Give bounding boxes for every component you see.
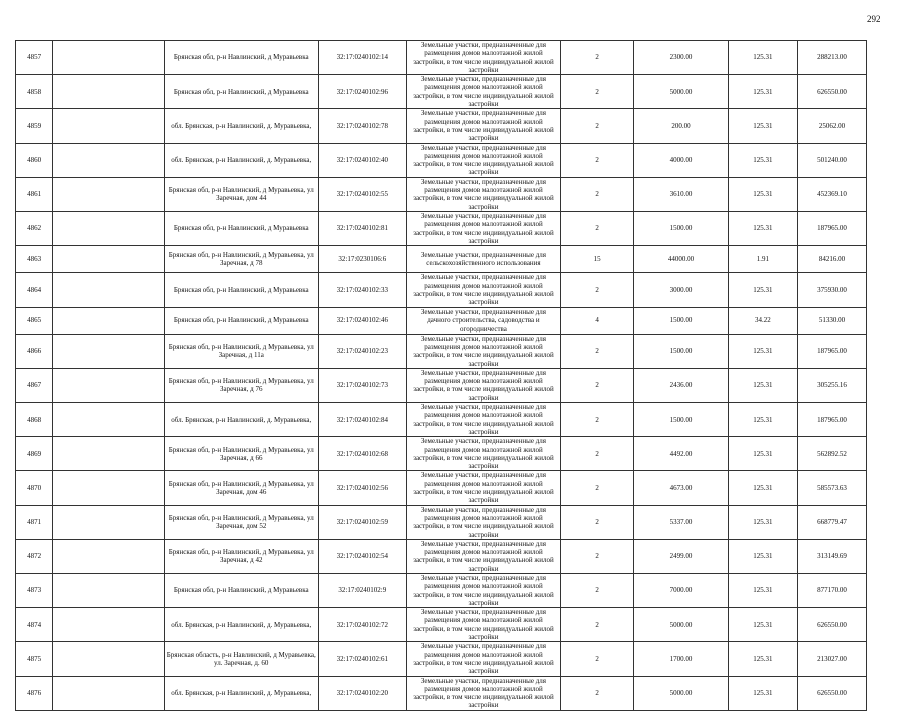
row-number: 4873 [16, 574, 53, 608]
address-cell: Брянская обл, р-н Навлинский, д Муравьевка, ул Заречная, д 11а [164, 334, 318, 368]
permitted-use-cell: Земельные участки, предназначенные для размещения домов малоэтажной жилой застройки, в том числе индивидуальной жилой застройки [406, 574, 560, 608]
row-number: 4858 [16, 75, 53, 109]
use-group-cell: 2 [560, 437, 633, 471]
use-group-cell: 2 [560, 403, 633, 437]
use-group-cell: 2 [560, 143, 633, 177]
area-cell: 1500.00 [634, 211, 729, 245]
permitted-use-cell: Земельные участки, предназначенные для размещения домов малоэтажной жилой застройки, в том числе индивидуальной жилой застройки [406, 41, 560, 75]
blank-cell [53, 642, 165, 676]
specific-value-cell: 125.31 [728, 403, 797, 437]
blank-cell [53, 574, 165, 608]
area-cell: 5000.00 [634, 676, 729, 710]
row-number: 4872 [16, 539, 53, 573]
use-group-cell: 2 [560, 642, 633, 676]
row-number: 4874 [16, 608, 53, 642]
specific-value-cell: 125.31 [728, 574, 797, 608]
use-group-cell: 2 [560, 41, 633, 75]
address-cell: Брянская обл, р-н Навлинский, д Муравьевка, ул Заречная, д 42 [164, 539, 318, 573]
blank-cell [53, 211, 165, 245]
blank-cell [53, 246, 165, 273]
address-cell: Брянская обл, р-н Навлинский, д Муравьевка [164, 307, 318, 334]
cadastral-value-cell: 585573.63 [797, 471, 866, 505]
table-row [16, 307, 867, 334]
row-number: 4875 [16, 642, 53, 676]
cadastral-number-cell: 32:17:0240102:96 [318, 75, 406, 109]
use-group-cell: 2 [560, 334, 633, 368]
address-cell: обл. Брянская, р-н Навлинский, д. Муравьевка, [164, 403, 318, 437]
cadastral-number-cell: 32:17:0240102:68 [318, 437, 406, 471]
use-group-cell: 2 [560, 75, 633, 109]
specific-value-cell: 34.22 [728, 307, 797, 334]
area-cell: 4673.00 [634, 471, 729, 505]
blank-cell [53, 109, 165, 143]
address-cell: Брянская обл, р-н Навлинский, д Муравьевка, ул Заречная, д 78 [164, 246, 318, 273]
table-row [16, 471, 867, 505]
permitted-use-cell: Земельные участки, предназначенные для размещения домов малоэтажной жилой застройки, в том числе индивидуальной жилой застройки [406, 539, 560, 573]
cadastral-number-cell: 32:17:0240102:59 [318, 505, 406, 539]
use-group-cell: 2 [560, 368, 633, 402]
table-row [16, 109, 867, 143]
area-cell: 3610.00 [634, 177, 729, 211]
use-group-cell: 2 [560, 608, 633, 642]
cadastral-number-cell: 32:17:0240102:56 [318, 471, 406, 505]
cadastral-number-cell: 32:17:0240102:61 [318, 642, 406, 676]
address-cell: Брянская обл, р-н Навлинский, д Муравьевка, ул Заречная, дом 52 [164, 505, 318, 539]
table-row [16, 273, 867, 307]
area-cell: 2499.00 [634, 539, 729, 573]
use-group-cell: 2 [560, 539, 633, 573]
cadastral-number-cell: 32:17:0240102:46 [318, 307, 406, 334]
blank-cell [53, 307, 165, 334]
cadastral-value-table [15, 40, 867, 711]
area-cell: 5000.00 [634, 75, 729, 109]
cadastral-value-cell: 877170.00 [797, 574, 866, 608]
row-number: 4863 [16, 246, 53, 273]
blank-cell [53, 368, 165, 402]
cadastral-number-cell: 32:17:0240102:73 [318, 368, 406, 402]
area-cell: 4492.00 [634, 437, 729, 471]
address-cell: обл. Брянская, р-н Навлинский, д. Муравьевка, [164, 109, 318, 143]
blank-cell [53, 608, 165, 642]
area-cell: 5337.00 [634, 505, 729, 539]
cadastral-value-cell: 25062.00 [797, 109, 866, 143]
cadastral-number-cell: 32:17:0240102:20 [318, 676, 406, 710]
area-cell: 44000.00 [634, 246, 729, 273]
row-number: 4857 [16, 41, 53, 75]
blank-cell [53, 676, 165, 710]
cadastral-number-cell: 32:17:0240102:78 [318, 109, 406, 143]
cadastral-number-cell: 32:17:0240102:9 [318, 574, 406, 608]
specific-value-cell: 125.31 [728, 273, 797, 307]
permitted-use-cell: Земельные участки, предназначенные для размещения домов малоэтажной жилой застройки, в том числе индивидуальной жилой застройки [406, 177, 560, 211]
blank-cell [53, 334, 165, 368]
address-cell: Брянская обл, р-н Навлинский, д Муравьевка, ул Заречная, д 66 [164, 437, 318, 471]
row-number: 4859 [16, 109, 53, 143]
cadastral-number-cell: 32:17:0230106:6 [318, 246, 406, 273]
row-number: 4865 [16, 307, 53, 334]
permitted-use-cell: Земельные участки, предназначенные для размещения домов малоэтажной жилой застройки, в том числе индивидуальной жилой застройки [406, 505, 560, 539]
specific-value-cell: 125.31 [728, 608, 797, 642]
permitted-use-cell: Земельные участки, предназначенные для размещения домов малоэтажной жилой застройки, в том числе индивидуальной жилой застройки [406, 471, 560, 505]
specific-value-cell: 125.31 [728, 437, 797, 471]
permitted-use-cell: Земельные участки, предназначенные для размещения домов малоэтажной жилой застройки, в том числе индивидуальной жилой застройки [406, 109, 560, 143]
specific-value-cell: 1.91 [728, 246, 797, 273]
cadastral-value-cell: 288213.00 [797, 41, 866, 75]
use-group-cell: 2 [560, 211, 633, 245]
table-row [16, 246, 867, 273]
permitted-use-cell: Земельные участки, предназначенные для размещения домов малоэтажной жилой застройки, в том числе индивидуальной жилой застройки [406, 437, 560, 471]
address-cell: Брянская обл, р-н Навлинский, д Муравьевка, ул Заречная, дом 46 [164, 471, 318, 505]
address-cell: Брянская обл, р-н Навлинский, д Муравьевка [164, 75, 318, 109]
area-cell: 2300.00 [634, 41, 729, 75]
row-number: 4869 [16, 437, 53, 471]
area-cell: 7000.00 [634, 574, 729, 608]
table-row [16, 608, 867, 642]
area-cell: 1500.00 [634, 307, 729, 334]
area-cell: 1700.00 [634, 642, 729, 676]
cadastral-number-cell: 32:17:0240102:55 [318, 177, 406, 211]
permitted-use-cell: Земельные участки, предназначенные для размещения домов малоэтажной жилой застройки, в том числе индивидуальной жилой застройки [406, 403, 560, 437]
table-row [16, 437, 867, 471]
blank-cell [53, 273, 165, 307]
address-cell: Брянская обл, р-н Навлинский, д Муравьевка, ул Заречная, дом 44 [164, 177, 318, 211]
use-group-cell: 2 [560, 574, 633, 608]
cadastral-value-cell: 84216.00 [797, 246, 866, 273]
cadastral-value-cell: 313149.69 [797, 539, 866, 573]
cadastral-number-cell: 32:17:0240102:54 [318, 539, 406, 573]
address-cell: Брянская обл, р-н Навлинский, д Муравьевка [164, 574, 318, 608]
row-number: 4867 [16, 368, 53, 402]
specific-value-cell: 125.31 [728, 471, 797, 505]
permitted-use-cell: Земельные участки, предназначенные для размещения домов малоэтажной жилой застройки, в том числе индивидуальной жилой застройки [406, 676, 560, 710]
cadastral-value-cell: 668779.47 [797, 505, 866, 539]
specific-value-cell: 125.31 [728, 334, 797, 368]
specific-value-cell: 125.31 [728, 642, 797, 676]
address-cell: Брянская обл, р-н Навлинский, д Муравьевка, ул Заречная, д 76 [164, 368, 318, 402]
row-number: 4862 [16, 211, 53, 245]
use-group-cell: 2 [560, 676, 633, 710]
cadastral-value-cell: 187965.00 [797, 334, 866, 368]
address-cell: обл. Брянская, р-н Навлинский, д. Муравьевка, [164, 608, 318, 642]
cadastral-value-cell: 213027.00 [797, 642, 866, 676]
cadastral-value-cell: 501240.00 [797, 143, 866, 177]
cadastral-value-cell: 187965.00 [797, 403, 866, 437]
table-row [16, 334, 867, 368]
specific-value-cell: 125.31 [728, 505, 797, 539]
specific-value-cell: 125.31 [728, 75, 797, 109]
specific-value-cell: 125.31 [728, 177, 797, 211]
address-cell: Брянская обл, р-н Навлинский, д Муравьевка [164, 273, 318, 307]
blank-cell [53, 539, 165, 573]
cadastral-number-cell: 32:17:0240102:33 [318, 273, 406, 307]
row-number: 4870 [16, 471, 53, 505]
cadastral-number-cell: 32:17:0240102:40 [318, 143, 406, 177]
table-row [16, 642, 867, 676]
cadastral-value-cell: 51330.00 [797, 307, 866, 334]
permitted-use-cell: Земельные участки, предназначенные для размещения домов малоэтажной жилой застройки, в том числе индивидуальной жилой застройки [406, 75, 560, 109]
use-group-cell: 2 [560, 109, 633, 143]
address-cell: обл. Брянская, р-н Навлинский, д. Муравьевка, [164, 676, 318, 710]
table-row [16, 403, 867, 437]
row-number: 4876 [16, 676, 53, 710]
area-cell: 3000.00 [634, 273, 729, 307]
address-cell: Брянская обл, р-н Навлинский, д Муравьевка [164, 211, 318, 245]
specific-value-cell: 125.31 [728, 676, 797, 710]
table-row [16, 368, 867, 402]
row-number: 4871 [16, 505, 53, 539]
table-row [16, 505, 867, 539]
use-group-cell: 4 [560, 307, 633, 334]
table-row [16, 143, 867, 177]
permitted-use-cell: Земельные участки, предназначенные для размещения домов малоэтажной жилой застройки, в том числе индивидуальной жилой застройки [406, 211, 560, 245]
cadastral-number-cell: 32:17:0240102:72 [318, 608, 406, 642]
row-number: 4864 [16, 273, 53, 307]
cadastral-number-cell: 32:17:0240102:14 [318, 41, 406, 75]
blank-cell [53, 41, 165, 75]
table-row [16, 41, 867, 75]
use-group-cell: 2 [560, 471, 633, 505]
permitted-use-cell: Земельные участки, предназначенные для размещения домов малоэтажной жилой застройки, в том числе индивидуальной жилой застройки [406, 334, 560, 368]
address-cell: Брянская обл, р-н Навлинский, д Муравьевка [164, 41, 318, 75]
blank-cell [53, 143, 165, 177]
blank-cell [53, 471, 165, 505]
cadastral-value-cell: 187965.00 [797, 211, 866, 245]
blank-cell [53, 177, 165, 211]
area-cell: 4000.00 [634, 143, 729, 177]
cadastral-value-cell: 626550.00 [797, 608, 866, 642]
table-row [16, 211, 867, 245]
table-row [16, 676, 867, 710]
area-cell: 1500.00 [634, 403, 729, 437]
permitted-use-cell: Земельные участки, предназначенные для размещения домов малоэтажной жилой застройки, в том числе индивидуальной жилой застройки [406, 608, 560, 642]
specific-value-cell: 125.31 [728, 368, 797, 402]
table-row [16, 177, 867, 211]
cadastral-value-cell: 305255.16 [797, 368, 866, 402]
use-group-cell: 2 [560, 177, 633, 211]
specific-value-cell: 125.31 [728, 211, 797, 245]
blank-cell [53, 505, 165, 539]
cadastral-number-cell: 32:17:0240102:84 [318, 403, 406, 437]
cadastral-number-cell: 32:17:0240102:23 [318, 334, 406, 368]
row-number: 4866 [16, 334, 53, 368]
area-cell: 1500.00 [634, 334, 729, 368]
permitted-use-cell: Земельные участки, предназначенные для сельскохозяйственного использования [406, 246, 560, 273]
cadastral-value-cell: 375930.00 [797, 273, 866, 307]
area-cell: 5000.00 [634, 608, 729, 642]
use-group-cell: 15 [560, 246, 633, 273]
permitted-use-cell: Земельные участки, предназначенные для размещения домов малоэтажной жилой застройки, в том числе индивидуальной жилой застройки [406, 642, 560, 676]
permitted-use-cell: Земельные участки, предназначенные для размещения домов малоэтажной жилой застройки, в том числе индивидуальной жилой застройки [406, 143, 560, 177]
specific-value-cell: 125.31 [728, 109, 797, 143]
row-number: 4861 [16, 177, 53, 211]
cadastral-value-cell: 626550.00 [797, 75, 866, 109]
blank-cell [53, 437, 165, 471]
cadastral-value-cell: 452369.10 [797, 177, 866, 211]
row-number: 4868 [16, 403, 53, 437]
specific-value-cell: 125.31 [728, 41, 797, 75]
blank-cell [53, 403, 165, 437]
use-group-cell: 2 [560, 273, 633, 307]
specific-value-cell: 125.31 [728, 539, 797, 573]
table-row [16, 75, 867, 109]
permitted-use-cell: Земельные участки, предназначенные для размещения домов малоэтажной жилой застройки, в том числе индивидуальной жилой застройки [406, 273, 560, 307]
area-cell: 200.00 [634, 109, 729, 143]
permitted-use-cell: Земельные участки, предназначенные для размещения домов малоэтажной жилой застройки, в том числе индивидуальной жилой застройки [406, 368, 560, 402]
use-group-cell: 2 [560, 505, 633, 539]
page-number: 292 [867, 14, 881, 24]
row-number: 4860 [16, 143, 53, 177]
table-row [16, 574, 867, 608]
table-row [16, 539, 867, 573]
blank-cell [53, 75, 165, 109]
specific-value-cell: 125.31 [728, 143, 797, 177]
cadastral-number-cell: 32:17:0240102:81 [318, 211, 406, 245]
address-cell: обл. Брянская, р-н Навлинский, д. Муравьевка, [164, 143, 318, 177]
cadastral-value-cell: 626550.00 [797, 676, 866, 710]
cadastral-value-cell: 562892.52 [797, 437, 866, 471]
permitted-use-cell: Земельные участки, предназначенные для дачного строительства, садоводства и огородничества [406, 307, 560, 334]
address-cell: Брянская область, р-н Навлинский, д Муравьевка, ул. Заречная, д. 60 [164, 642, 318, 676]
table-body [16, 41, 867, 711]
area-cell: 2436.00 [634, 368, 729, 402]
